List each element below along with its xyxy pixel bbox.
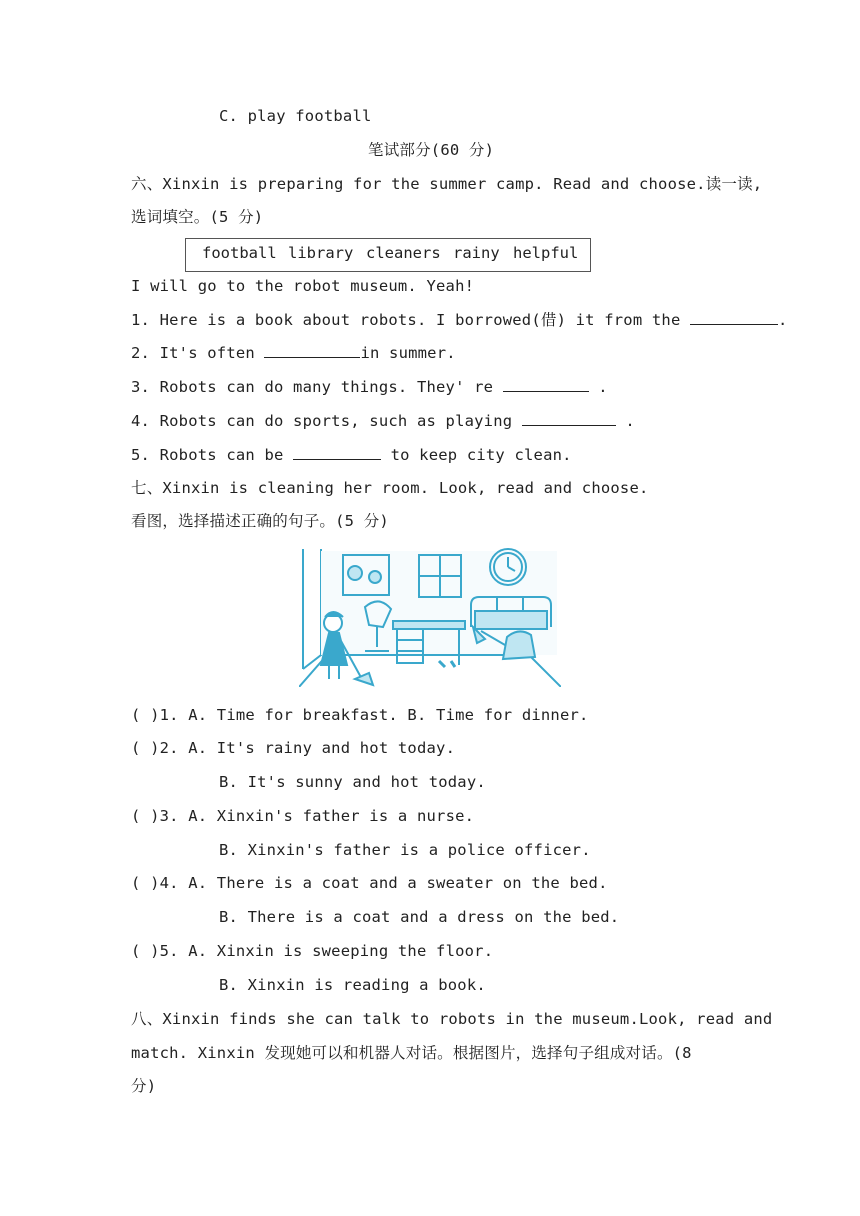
fill-text: . bbox=[588, 378, 608, 396]
fill-text: 5. Robots can be bbox=[131, 446, 294, 464]
answer-paren[interactable]: ( ) bbox=[131, 739, 160, 757]
word-bank-box bbox=[185, 238, 591, 272]
fill-text: 1. Here is a book about robots. I borrowed(借) it from the bbox=[131, 311, 691, 329]
question-row-4 bbox=[131, 873, 608, 893]
question-option-b: B. It's sunny and hot today. bbox=[219, 773, 486, 791]
section7-instruction-cont: 看图，选择描述正确的句子。(5 分) bbox=[131, 512, 389, 530]
section8-instruction: 八、Xinxin finds she can talk to robots in the museum.Look, read and bbox=[131, 1010, 773, 1028]
fill-item-1 bbox=[131, 310, 788, 330]
fill-text: . bbox=[778, 311, 788, 329]
answer-blank[interactable] bbox=[690, 310, 778, 325]
section-title: 笔试部分(60 分) bbox=[368, 141, 495, 159]
answer-blank[interactable] bbox=[293, 445, 381, 460]
question-row-3 bbox=[131, 806, 474, 826]
section8-instruction-cont: match. Xinxin 发现她可以和机器人对话。根据图片，选择句子组成对话。(8 bbox=[131, 1044, 692, 1062]
answer-paren[interactable]: ( ) bbox=[131, 874, 160, 892]
question-option-b: B. Xinxin's father is a police officer. bbox=[219, 841, 591, 859]
section6-instruction-cont: 选词填空。(5 分) bbox=[131, 208, 264, 226]
fill-text: 4. Robots can do sports, such as playing bbox=[131, 412, 522, 430]
word-bank-word: rainy bbox=[453, 244, 500, 262]
fill-text: to keep city clean. bbox=[381, 446, 572, 464]
question-row-2 bbox=[131, 738, 455, 758]
answer-paren[interactable]: ( ) bbox=[131, 807, 160, 825]
answer-blank[interactable] bbox=[264, 343, 360, 358]
question-option-a: 2. A. It's rainy and hot today. bbox=[159, 739, 456, 757]
section6-instruction: 六、Xinxin is preparing for the summer camp. Read and choose.读一读, bbox=[131, 175, 763, 193]
question-row-1 bbox=[131, 705, 589, 725]
fill-item-2 bbox=[131, 343, 456, 363]
answer-paren[interactable]: ( ) bbox=[131, 942, 160, 960]
question-option-a: 1. A. Time for breakfast. B. Time for dinner. bbox=[159, 706, 589, 724]
question-option-a: 5. A. Xinxin is sweeping the floor. bbox=[159, 942, 494, 960]
fill-item-3 bbox=[131, 377, 608, 397]
question-option-b: B. There is a coat and a dress on the bed. bbox=[219, 908, 620, 926]
section8-instruction-end: 分) bbox=[131, 1077, 157, 1095]
answer-blank[interactable] bbox=[503, 377, 589, 392]
answer-blank[interactable] bbox=[522, 411, 616, 426]
word-bank-word: football bbox=[202, 244, 277, 262]
fill-item-4 bbox=[131, 411, 635, 431]
word-bank-word: library bbox=[288, 244, 354, 262]
fill-text: . bbox=[615, 412, 635, 430]
top-option: C. play football bbox=[219, 107, 372, 125]
question-option-b: B. Xinxin is reading a book. bbox=[219, 976, 486, 994]
room-illustration bbox=[299, 547, 561, 687]
word-bank-word: cleaners bbox=[366, 244, 441, 262]
fill-text: 2. It's often bbox=[131, 344, 265, 362]
answer-paren[interactable]: ( ) bbox=[131, 706, 160, 724]
fill-item-5 bbox=[131, 445, 572, 465]
fill-text: 3. Robots can do many things. They' re bbox=[131, 378, 503, 396]
question-option-a: 4. A. There is a coat and a sweater on the bed. bbox=[159, 874, 608, 892]
word-bank-word: helpful bbox=[513, 244, 579, 262]
section6-intro: I will go to the robot museum. Yeah! bbox=[131, 277, 475, 295]
question-option-a: 3. A. Xinxin's father is a nurse. bbox=[159, 807, 475, 825]
fill-text: in summer. bbox=[360, 344, 456, 362]
section7-instruction: 七、Xinxin is cleaning her room. Look, read and choose. bbox=[131, 479, 649, 497]
question-row-5 bbox=[131, 941, 493, 961]
